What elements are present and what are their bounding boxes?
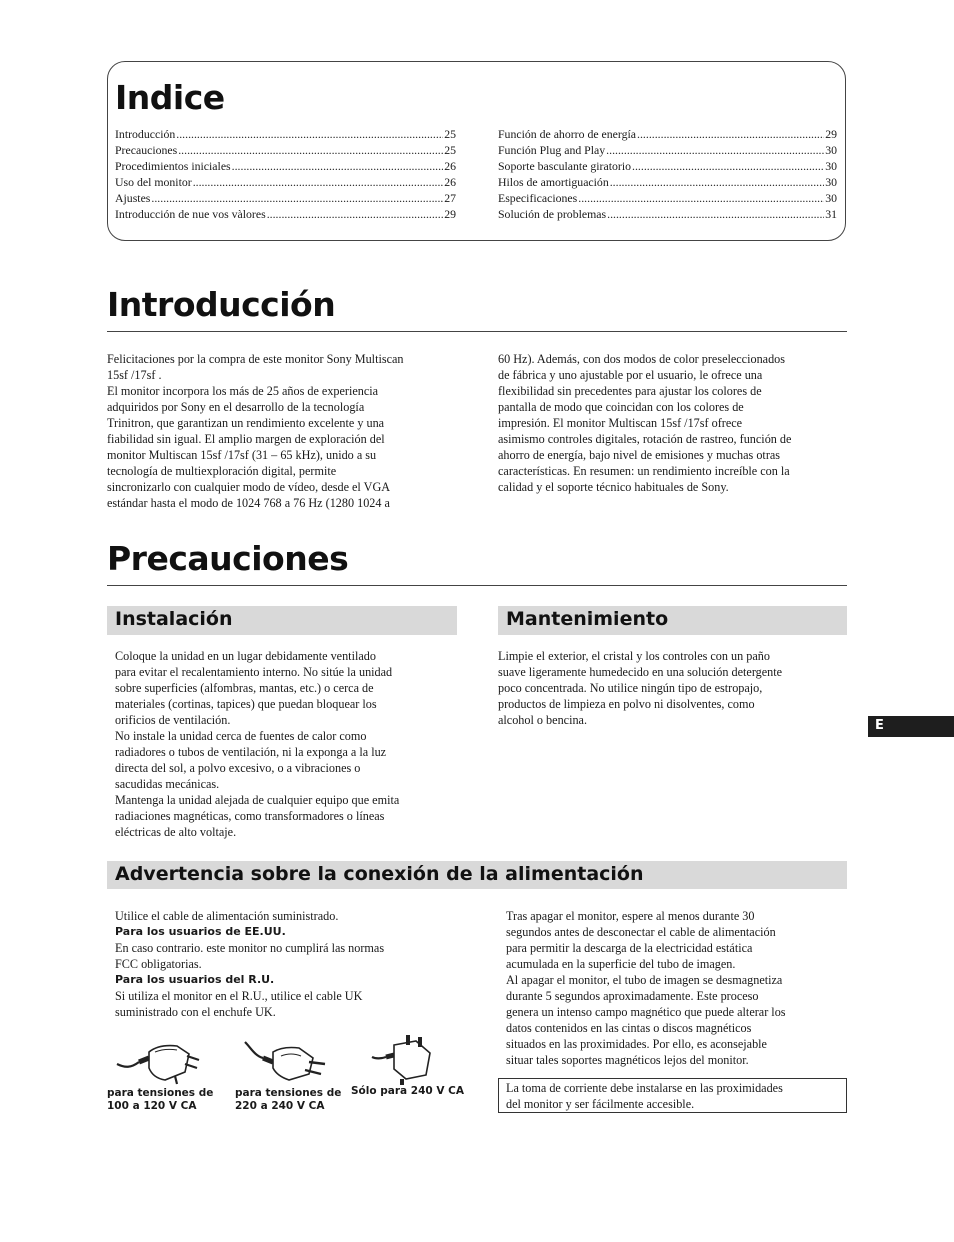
toc-left [115,126,456,222]
language-tab: E [868,716,954,737]
precauciones-title: Precauciones [107,539,349,578]
intro-title: Introducción [107,285,336,324]
index-title: Indice [115,78,225,117]
toc-item[interactable]: Procedimientos iniciales ..... 26 [115,158,456,174]
euro-plug-caption: para tensiones de 220 a 240 V CA [235,1087,342,1112]
toc-item[interactable]: Ajustes ..... 27 [115,190,456,206]
precauciones-rule [107,585,847,586]
toc-item[interactable]: Precauciones ..... 25 [115,142,456,158]
toc-item[interactable]: Soporte basculante giratorio ..... 30 [498,158,837,174]
mantenimiento-heading: Mantenimiento [506,608,669,630]
uk-plug-icon [370,1033,440,1085]
toc-right [498,126,837,222]
advertencia-left-text: Utilice el cable de alimentación suministrado. Para los usuarios de EE.UU. En caso contrario. este monitor no cumplirá las normas FCC obligatorias. Para los usuarios del R.U. Si utiliza el monitor en el R.U., utilice el cable UK suministrado con el enchufe UK. [115,909,385,1019]
toc-item[interactable]: Función de ahorro de energía ..... 29 [498,126,837,142]
intro-col-2: 60 Hz). Además, con dos modos de color preseleccionados de fábrica y uno ajustable por el usuario, le ofrece una flexibilidad sin precedentes para ajustar los colores de pantalla de modo que coincidan con los colores de impresión. El monitor Multiscan 15sf /17sf ofrece asimismo controles digitales, rotación de rastreo, función de ahorro de energía, bajo nivel de emisiones y muchas otras características. En resumen: un rendimiento increíble con la calidad y el soporte técnico habituales de Sony. [498,352,792,494]
instalacion-text: Coloque la unidad en un lugar debidamente ventilado para evitar el recalentamiento interno. No sitúe la unidad sobre superficies (alfombras, mantas, etc.) o cerca de materiales (cortinas, tapices) que puedan bloquear los orificios de ventilación. No instale la unidad cerca de fuentes de calor como radiadores o tubos de ventilación, ni la exponga a la luz directa del sol, a polvo excesivo, o a vibraciones o sacudidas mecánicas. Mantenga la unidad alejada de cualquier equipo que emita radiaciones magnéticas, como transformadores o líneas eléctricas de alto voltaje. [115,649,400,839]
toc-item[interactable]: Uso del monitor ..... 26 [115,174,456,190]
us-plug-caption: para tensiones de 100 a 120 V CA [107,1087,214,1112]
outlet-note-box: La toma de corriente debe instalarse en las proximidades del monitor y ser fácilmente accesible. [498,1078,847,1113]
uk-plug-caption: Sólo para 240 V CA [351,1085,464,1097]
mantenimiento-band [498,606,847,635]
intro-rule [107,331,847,332]
us-plug-icon [115,1038,205,1086]
mantenimiento-text: Limpie el exterior, el cristal y los controles con un paño suave ligeramente humedecido en una solución detergente poco concentrada. No utilice ningún tipo de estropajo, productos de limpieza en polvo ni disolventes, como alcohol o bencina. [498,649,783,727]
instalacion-heading: Instalación [115,608,233,630]
instalacion-band [107,606,457,635]
toc-item[interactable]: Hilos de amortiguación ..... 30 [498,174,837,190]
toc-item[interactable]: Especificaciones ..... 30 [498,190,837,206]
toc-item[interactable]: Solución de problemas ..... 31 [498,206,837,222]
advertencia-right-text: Tras apagar el monitor, espere al menos durante 30 segundos antes de desconectar el cable de alimentación para permitir la descarga de la electricidad estática acumulada en la superficie del tubo de imagen. Al apagar el monitor, el tubo de imagen se desmagnetiza durante 5 segundos aproximadamente. Este proceso genera un intenso campo magnético que puede alterar los datos contenidos en las cintas o discos magnéticos situados en las proximidades. Por ello, es aconsejable situar tales soportes magnéticos lejos del monitor. [506,909,786,1067]
intro-col-1: Felicitaciones por la compra de este monitor Sony Multiscan 15sf /17sf . El monitor incorpora los más de 25 años de experiencia adquiridos por Sony en el desarrollo de la tecnología Trinitron, que garantizan un rendimiento excelente y una fiabilidad sin igual. El amplio margen de exploración del monitor Multiscan 15sf /17sf (31 – 65 kHz), unido a su tecnología de multiexploración digital, permite sincronizarlo con cualquier modo de vídeo, desde el VGA estándar hasta el modo de 1024 768 a 76 Hz (1280 1024 a [107,352,404,510]
euro-plug-icon [243,1036,333,1086]
advertencia-band [107,861,847,889]
toc-item[interactable]: Introducción de nue vos vàlores ..... 29 [115,206,456,222]
toc-item[interactable]: Función Plug and Play ..... 30 [498,142,837,158]
toc-item[interactable]: Introducción ..... 25 [115,126,456,142]
advertencia-heading: Advertencia sobre la conexión de la alimentación [115,863,644,885]
